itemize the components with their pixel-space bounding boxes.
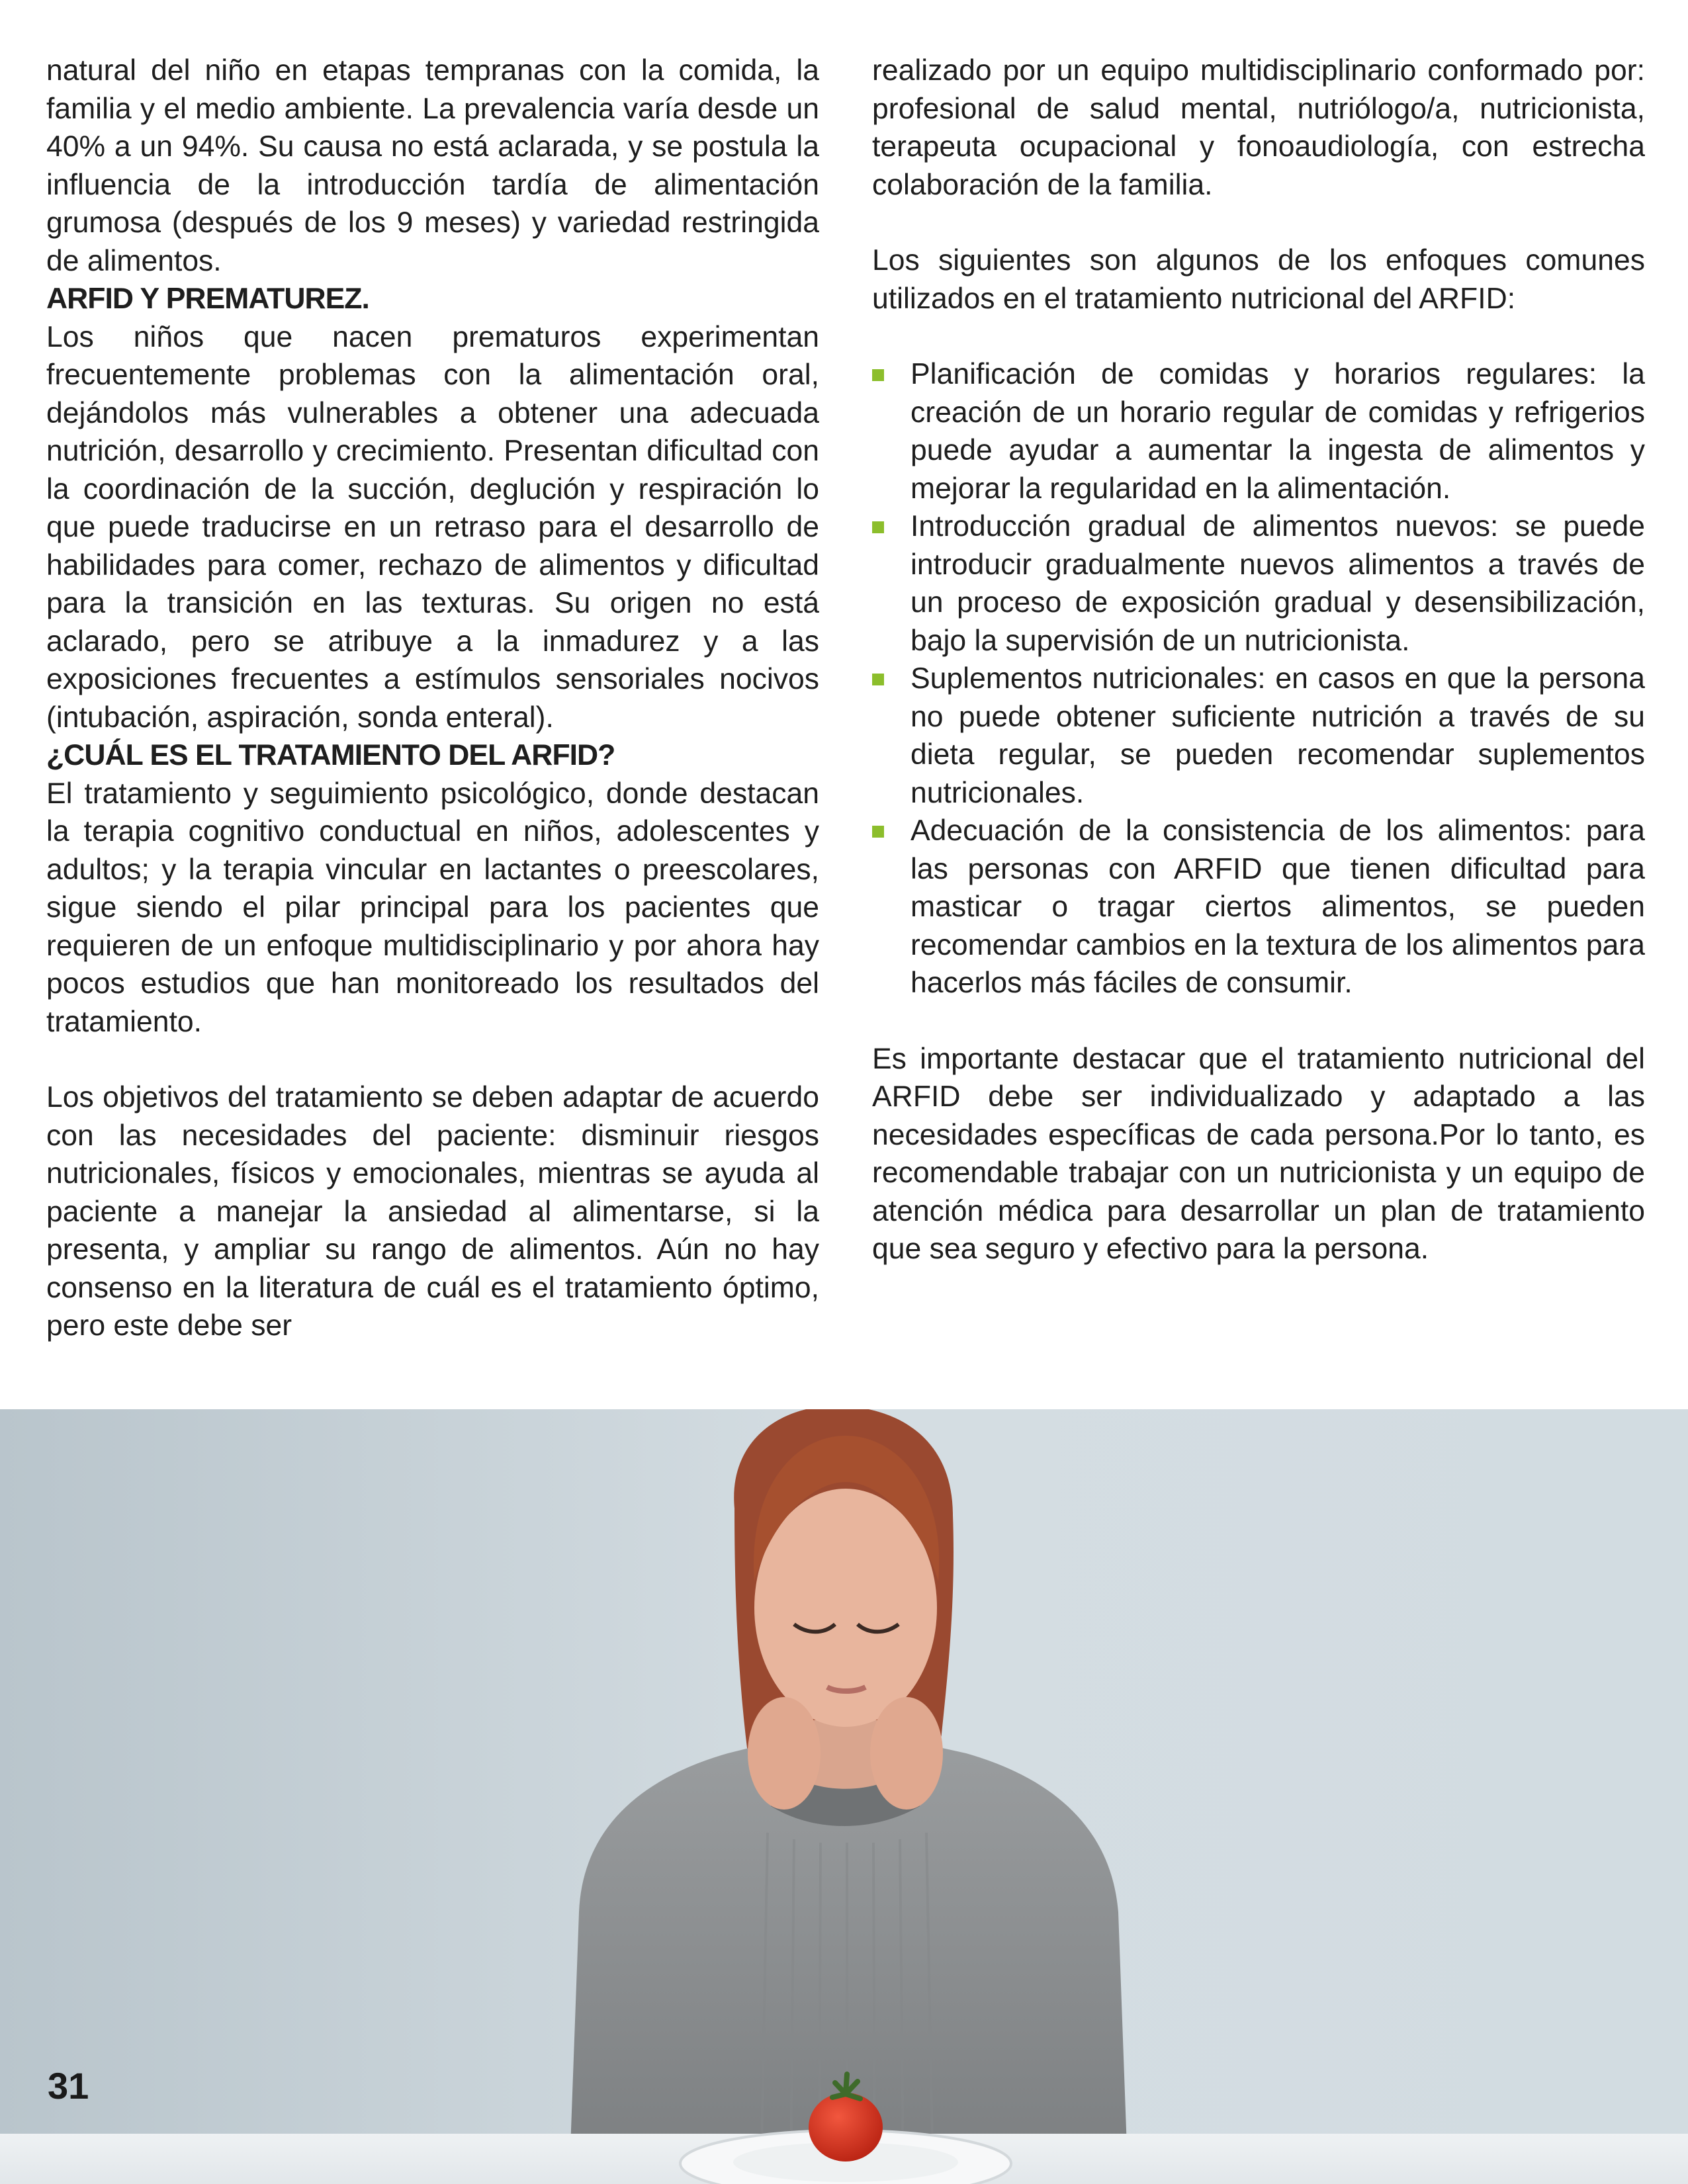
page-number: 31: [48, 2065, 89, 2107]
paragraph: Los siguientes son algunos de los enfoques comunes utilizados en el tratamiento nutricional del ARFID:: [872, 244, 1645, 315]
list-item-text: Suplementos nutricionales: en casos en que la persona no puede obtener suficiente nutrición a través de su dieta regular, se pueden recomendar suplementos nutricionales.: [911, 662, 1645, 809]
list-item-text: Introducción gradual de alimentos nuevos: se puede introducir gradualmente nuevos alimentos a través de un proceso de exposición gradual y desensibilización, bajo la supervisión de un nutricionista.: [911, 510, 1645, 657]
paragraph: Es importante destacar que el tratamiento nutricional del ARFID debe ser individualizado y adaptado a las necesidades específicas de cada persona.Por lo tanto, es recomendable trabajar con un nutricionista y un equipo de atención médica para desarrollar un plan de tratamiento que sea seguro y efectivo para la persona.: [872, 1042, 1645, 1265]
section-heading-tratamiento: ¿CUÁL ES EL TRATAMIENTO DEL ARFID?: [46, 739, 615, 771]
left-column: [46, 52, 819, 1345]
list-item: [872, 812, 1645, 1002]
bullet-square-icon: [872, 521, 884, 533]
photo-woman-with-tomato: [0, 1409, 1688, 2184]
paragraph: Los niños que nacen prematuros experimentan frecuentemente problemas con la alimentación oral, dejándolos más vulnerables a obtener una adecuada nutrición, desarrollo y crecimiento. Presentan dificultad con la coordinación de la succión, deglución y respiración lo que puede traducirse en un retraso para el desarrollo de habilidades para comer, rechazo de alimentos y dificultad para la transición en las texturas. Su origen no está aclarado, pero se atribuye a la inmadurez y a las exposiciones frecuentes a estímulos sensoriales nocivos (intubación, aspiración, sonda enteral).: [46, 320, 819, 734]
list-item-text: Adecuación de la consistencia de los alimentos: para las personas con ARFID que tienen dificultad para masticar o tragar ciertos alimentos, se pueden recomendar cambios en la textura de los alimentos para hacerlos más fáciles de consumir.: [911, 814, 1645, 999]
bullet-square-icon: [872, 369, 884, 381]
paragraph: Los objetivos del tratamiento se deben adaptar de acuerdo con las necesidades del paciente: disminuir riesgos nutricionales, físicos y emocionales, mientras se ayuda al paciente a manejar la ansiedad al alimentarse, si la presenta, y ampliar su rango de alimentos. Aún no hay consenso en la literatura de cuál es el tratamiento óptimo, pero este debe ser: [46, 1081, 819, 1342]
list-item: [872, 660, 1645, 812]
section-heading-arfid-prematurez: ARFID Y PREMATUREZ.: [46, 283, 369, 315]
right-column: [872, 52, 1645, 1268]
bullet-square-icon: [872, 674, 884, 685]
right-hand: [870, 1697, 943, 1810]
paragraph: natural del niño en etapas tempranas con la comida, la familia y el medio ambiente. La prevalencia varía desde un 40% a un 94%. Su causa no está aclarada, y se postula la influencia de la introducción tardía de alimentación grumosa (después de los 9 meses) y variedad restringida de alimentos.: [46, 54, 819, 277]
tomato: [809, 2093, 883, 2162]
approaches-list: [872, 355, 1645, 1002]
list-item-text: Planificación de comidas y horarios regulares: la creación de un horario regular de comidas y refrigerios puede ayudar a aumentar la ingesta de alimentos y mejorar la regularidad en la alimentación.: [911, 358, 1645, 505]
list-item: [872, 507, 1645, 660]
paragraph: El tratamiento y seguimiento psicológico, donde destacan la terapia cognitivo conductual en niños, adolescentes y adultos; y la terapia vincular en lactantes o preescolares, sigue siendo el pilar principal para los pacientes que requieren de un enfoque multidisciplinario y por ahora hay pocos estudios que han monitoreado los resultados del tratamiento.: [46, 777, 819, 1038]
bullet-square-icon: [872, 826, 884, 838]
left-hand: [748, 1697, 821, 1810]
list-item: [872, 355, 1645, 507]
paragraph: realizado por un equipo multidisciplinario conformado por: profesional de salud mental, nutriólogo/a, nutricionista, terapeuta ocupacional y fonoaudiología, con estrecha colaboración de la familia.: [872, 54, 1645, 201]
